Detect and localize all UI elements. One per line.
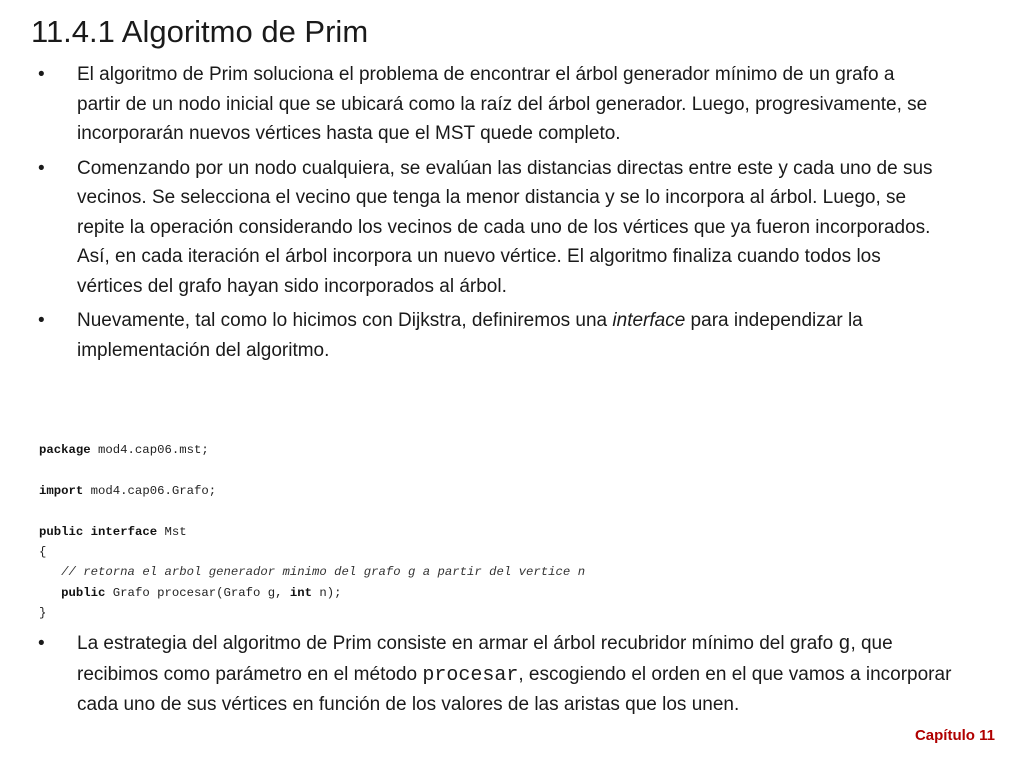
code-keyword: public bbox=[39, 524, 84, 539]
interface-term: interface bbox=[612, 310, 686, 331]
code-keyword: package bbox=[39, 443, 91, 457]
code-keyword: int bbox=[289, 585, 313, 600]
code-line bbox=[39, 603, 739, 623]
inline-code-procesar: procesar bbox=[422, 663, 519, 687]
bullet-text bbox=[77, 310, 863, 361]
final-bullet-list bbox=[38, 629, 958, 725]
code-indent bbox=[39, 565, 61, 579]
bullet-item bbox=[38, 60, 938, 149]
code-keyword: interface bbox=[90, 524, 158, 539]
code-keyword: public bbox=[61, 585, 106, 600]
code-text: Mst bbox=[157, 524, 187, 539]
bullet-text-part: La estrategia del algoritmo de Prim consiste en armar el árbol recubridor mínimo del grafo bbox=[77, 633, 839, 654]
bullet-marker: • bbox=[38, 310, 45, 331]
bullet-text: Comenzando por un nodo cualquiera, se evalúan las distancias directas entre este y cada uno de sus vecinos. Se selecciona el vecino que tenga la menor distancia y se lo incorpora al árbol. Luego, se repite la operación considerando los vecinos de cada uno de los vértices que ya fueron incorporados. Así, en cada iteración el árbol incorpora un nuevo vértice. El algoritmo finaliza cuando todos los vértices del grafo hayan sido incorporados al árbol. bbox=[77, 157, 933, 297]
code-text: } bbox=[39, 606, 47, 621]
bullet-item bbox=[38, 306, 938, 365]
bullet-text bbox=[77, 633, 951, 715]
code-line-blank bbox=[39, 501, 739, 521]
code-line bbox=[39, 481, 739, 501]
bullet-item bbox=[38, 154, 938, 302]
inline-code-g: g bbox=[838, 633, 851, 656]
code-keyword: import bbox=[39, 483, 84, 498]
bullet-item bbox=[38, 629, 958, 720]
code-line bbox=[39, 542, 739, 562]
code-text: n); bbox=[312, 585, 342, 600]
code-line-blank bbox=[39, 460, 739, 480]
code-line bbox=[39, 440, 739, 460]
bullet-text-part: para independizar la implementación del algoritmo. bbox=[77, 310, 863, 361]
code-comment: // retorna el arbol generador minimo del grafo g a partir del vertice n bbox=[61, 565, 586, 580]
code-line bbox=[39, 583, 739, 603]
bullet-marker: • bbox=[38, 64, 45, 85]
bullet-marker: • bbox=[38, 633, 45, 654]
chapter-footer: Capítulo 11 bbox=[914, 727, 995, 744]
code-indent bbox=[39, 586, 61, 600]
bullet-marker: • bbox=[38, 157, 45, 179]
bullet-text-part: , escogiendo el orden en el que vamos a incorporar cada uno de sus vértices en función de los valores de las aristas que los unen. bbox=[77, 663, 952, 715]
bullet-text-part: Nuevamente, tal como lo hicimos con Dijkstra, definiremos una bbox=[77, 310, 613, 331]
code-text: { bbox=[39, 544, 47, 559]
code-text: mod4.cap06.Grafo; bbox=[83, 483, 217, 498]
bullet-text: El algoritmo de Prim soluciona el problema de encontrar el árbol generador mínimo de un grafo a partir de un nodo inicial que se ubicará como la raíz del árbol generador. Luego, progresivamente, se incorporarán nuevos vértices hasta que el MST quede completo. bbox=[77, 64, 928, 144]
slide-title: 11.4.1 Algoritmo de Prim bbox=[31, 14, 369, 49]
bullet-text-part: , que recibimos como parámetro en el método bbox=[77, 633, 893, 685]
code-line bbox=[39, 522, 739, 542]
code-block bbox=[39, 440, 739, 624]
code-text: mod4.cap06.mst; bbox=[90, 443, 209, 457]
code-text: Grafo procesar(Grafo g, bbox=[105, 585, 290, 600]
bullet-list bbox=[38, 60, 938, 370]
code-line bbox=[39, 562, 739, 582]
